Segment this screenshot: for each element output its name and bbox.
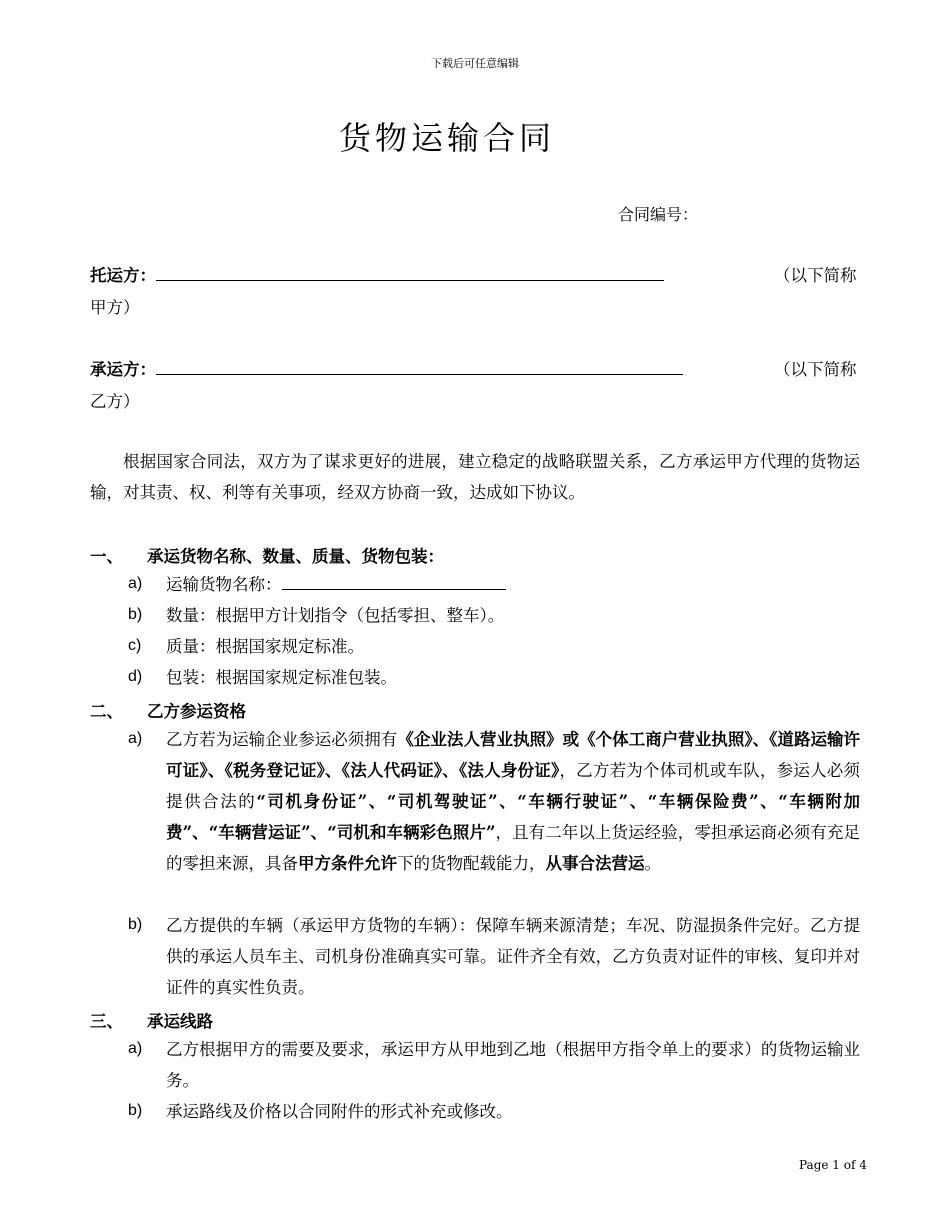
header-note: 下载后可任意编辑 [431, 57, 519, 70]
sec2-b-mark: b) [128, 916, 143, 933]
sec1-b-text: 数量：根据甲方计划指令（包括零担、整车）。 [166, 606, 505, 625]
party-b-suffix: （以下简称 [774, 360, 857, 379]
sec2-a-paragraph [166, 724, 860, 879]
sec2-a-part-4: 下的货物配载能力， [397, 854, 546, 873]
party-a-label: 托运方： [90, 266, 156, 285]
sec1-c-text: 质量：根据国家规定标准。 [166, 637, 364, 656]
sec2-a-licenses: 《企业法人营业执照》或《个体工商户营业执照》、《道路运输许可证》、《税务登记证》、《法人代码证》、《法人身份证》 [166, 730, 861, 780]
sec1-d-text: 包装：根据国家规定标准包装。 [166, 668, 397, 687]
section-2-title: 乙方参运资格 [147, 702, 246, 721]
sec1-c-mark: c) [128, 637, 142, 654]
sec2-b-text: 乙方提供的车辆（承运甲方货物的车辆）：保障车辆来源清楚；车况、防湿损条件完好。乙方提供的承运人员车主、司机身份准确真实可靠。证件齐全有效，乙方负责对证件的审核、复印并对证件的真实性负责。 [166, 916, 860, 997]
party-a-tail: 甲方） [90, 298, 140, 317]
party-a-row [90, 262, 664, 286]
section-1-number: 一、 [90, 547, 123, 566]
sec2-a-condition: 甲方条件允许 [298, 854, 397, 873]
cargo-name-blank-line [282, 588, 506, 590]
section-3-title: 承运线路 [147, 1012, 213, 1031]
section-3-heading [90, 1008, 213, 1032]
sec1-a-mark: a) [128, 575, 143, 592]
sec1-a-item [166, 569, 860, 600]
sec1-a-text: 运输货物名称： [166, 575, 282, 594]
section-3-number: 三、 [90, 1012, 123, 1031]
section-2-heading [90, 698, 246, 722]
party-b-tail: 乙方） [90, 392, 140, 411]
party-a-suffix: （以下简称 [774, 266, 857, 285]
party-b-label: 承运方： [90, 360, 156, 379]
document-title: 货物运输合同 [338, 119, 555, 157]
sec2-a-part-1: 乙方若为运输企业参运必须拥有 [166, 730, 398, 749]
party-b-blank-line [156, 373, 683, 375]
contract-number-label: 合同编号： [618, 205, 699, 224]
sec2-a-part-3: ，且有二年以上货运经验，零担承运商必须有充足的零担来源，具备 [166, 823, 860, 873]
sec2-a-legal-operation: 从事合法营运 [545, 854, 645, 873]
sec2-a-documents: “司机身份证”、“司机驾驶证”、“车辆行驶证”、“车辆保险费”、“车辆附加费”、“车辆营运证”、“司机和车辆彩色照片” [166, 792, 861, 842]
section-1-heading [90, 543, 444, 567]
sec2-a-part-2: ，乙方若为个体司机或车队，参运人必须提供合法的 [166, 761, 861, 811]
intro-paragraph: 根据国家合同法，双方为了谋求更好的进展，建立稳定的战略联盟关系，乙方承运甲方代理的货物运输，对其责、权、利等有关事项，经双方协商一致，达成如下协议。 [90, 452, 860, 502]
sec3-a-mark: a) [128, 1040, 143, 1057]
section-1-title: 承运货物名称、数量、质量、货物包装： [147, 547, 444, 566]
sec1-d-mark: d) [128, 668, 143, 685]
sec3-a-text: 乙方根据甲方的需要及要求，承运甲方从甲地到乙地（根据甲方指令单上的要求）的货物运输业务。 [166, 1040, 860, 1090]
sec3-b-text: 承运路线及价格以合同附件的形式补充或修改。 [166, 1102, 513, 1121]
party-b-row [90, 356, 683, 380]
sec2-a-part-5: 。 [644, 854, 661, 873]
sec3-b-mark: b) [128, 1102, 143, 1119]
section-2-number: 二、 [90, 702, 123, 721]
sec1-b-mark: b) [128, 606, 143, 623]
party-a-blank-line [156, 279, 664, 281]
sec2-a-mark: a) [128, 730, 143, 747]
page-number: Page 1 of 4 [799, 1158, 867, 1172]
